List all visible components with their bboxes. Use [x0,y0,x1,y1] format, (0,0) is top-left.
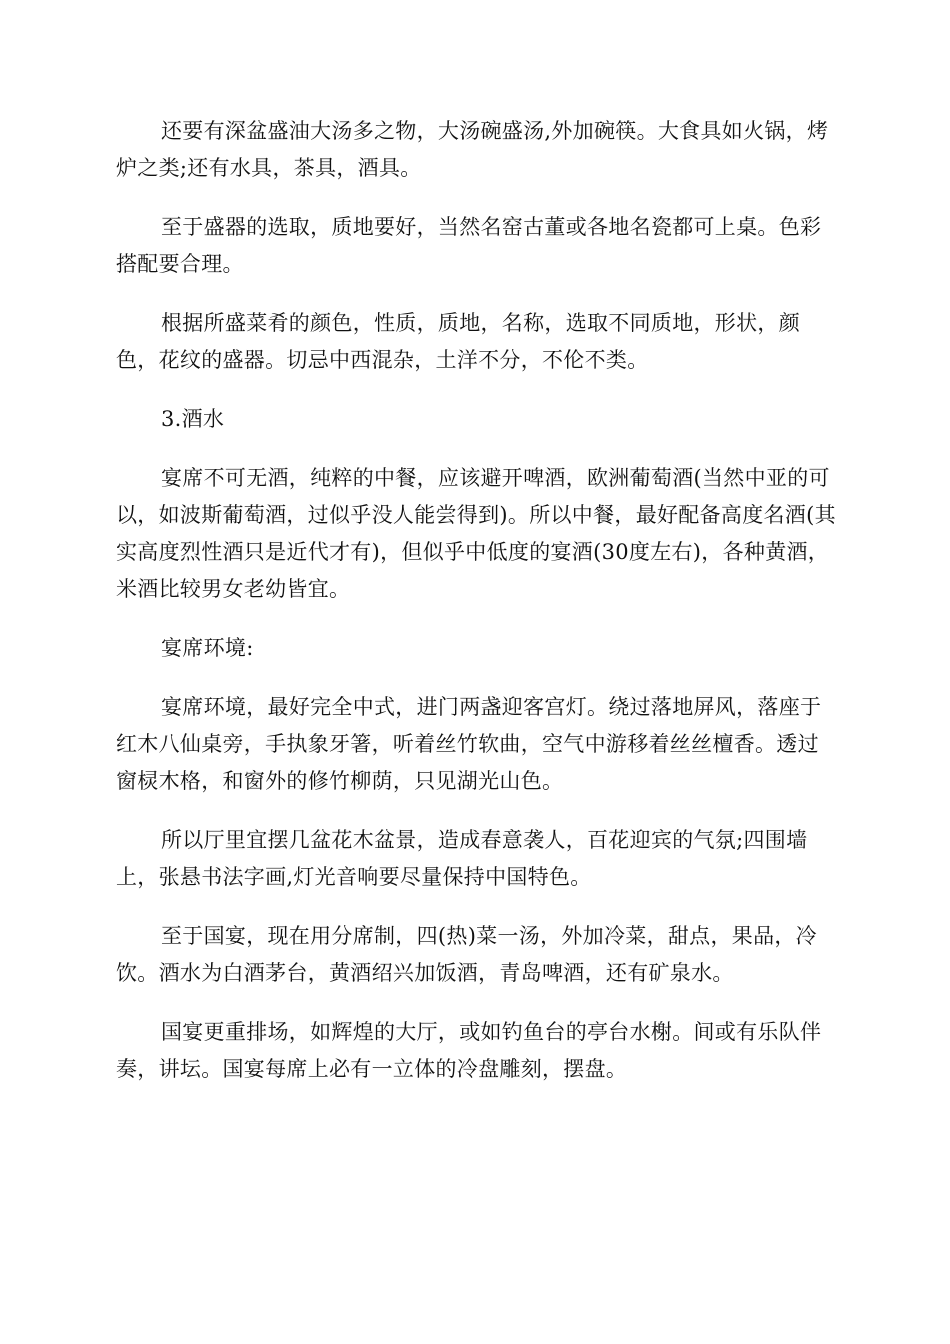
section-heading-environment: 宴席环境: [161,636,254,660]
section-heading-drinks: 3.酒水 [161,407,225,431]
document-body [116,113,836,1110]
paragraph-vessel-matching: 根据所盛菜肴的颜色，性质，质地，名称，选取不同质地，形状，颜色，花纹的盛器。切忌中西混杂，土洋不分，不伦不类。 [116,311,800,372]
paragraph-state-banquet-setting: 国宴更重排场，如辉煌的大厅，或如钓鱼台的亭台水榭。间或有乐队伴奏，讲坛。国宴每席上必有一立体的冷盘雕刻，摆盘。 [116,1020,822,1081]
paragraph-vessel-selection: 至于盛器的选取，质地要好，当然名窑古董或各地名瓷都可上桌。色彩搭配要合理。 [116,215,822,276]
paragraph-drinks: 宴席不可无酒，纯粹的中餐，应该避开啤酒，欧洲葡萄酒(当然中亚的可以，如波斯葡萄酒，过似乎没人能尝得到)。所以中餐，最好配备高度名酒(其实高度烈性酒只是近代才有)，但似乎中低度的宴酒(30度左右)，各种黄酒，米酒比较男女老幼皆宜。 [116,466,836,601]
paragraph-state-banquet: 至于国宴，现在用分席制，四(热)菜一汤，外加冷菜，甜点，果品，冷饮。酒水为白酒茅台，黄酒绍兴加饭酒，青岛啤酒，还有矿泉水。 [116,924,817,985]
paragraph-environment: 宴席环境，最好完全中式，进门两盏迎客宫灯。绕过落地屏风，落座于红木八仙桌旁，手执象牙箸，听着丝竹软曲，空气中游移着丝丝檀香。透过窗棂木格，和窗外的修竹柳荫，只见湖光山色。 [116,695,822,793]
paragraph-tableware: 还要有深盆盛油大汤多之物，大汤碗盛汤,外加碗筷。大食具如火锅，烤炉之类;还有水具，茶具，酒具。 [116,119,829,180]
paragraph-decoration: 所以厅里宜摆几盆花木盆景，造成春意袭人，百花迎宾的气氛;四围墙上，张悬书法字画,灯光音响要尽量保持中国特色。 [116,828,808,889]
